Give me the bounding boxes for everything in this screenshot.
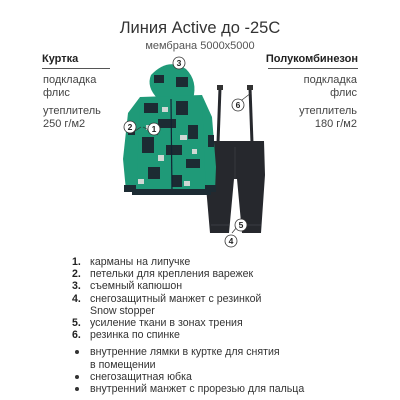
extra-item xyxy=(72,371,372,383)
svg-text:2: 2 xyxy=(127,122,133,132)
feature-text: съемный капюшон xyxy=(90,280,183,293)
extra-text-continued: в помещении xyxy=(90,358,156,371)
svg-text:3: 3 xyxy=(176,58,182,68)
callout-2 xyxy=(124,121,136,133)
feature-number: 4. xyxy=(72,292,81,305)
feature-item xyxy=(72,256,372,268)
extra-item xyxy=(72,383,372,395)
feature-item xyxy=(72,268,372,280)
pants-strap-left xyxy=(218,88,220,143)
feature-text-continued: Snow stopper xyxy=(90,304,155,317)
feature-text: петельки для крепления варежек xyxy=(90,268,254,281)
feature-item xyxy=(72,317,372,329)
feature-item xyxy=(72,329,372,341)
pants-heading-rule xyxy=(268,68,358,69)
extra-text: внутренние лямки в куртке для снятия xyxy=(90,346,280,359)
callout-6 xyxy=(232,99,244,111)
pants-lining-label: подкладка xyxy=(303,74,357,86)
page-title: Линия Active до -25С xyxy=(119,19,281,37)
svg-text:1: 1 xyxy=(151,124,157,134)
callout-1 xyxy=(148,123,160,135)
bullet-icon xyxy=(75,387,79,391)
jacket-insulation-label: утеплитель xyxy=(43,105,101,117)
pants-heading: Полукомбинезон xyxy=(265,53,358,65)
feature-item xyxy=(72,280,372,292)
callout-5 xyxy=(235,219,247,231)
extra-item xyxy=(72,346,372,370)
extra-text: снегозащитная юбка xyxy=(90,370,192,383)
feature-number: 2. xyxy=(72,268,81,281)
feature-text: снегозащитный манжет с резинкой xyxy=(90,292,262,305)
feature-number: 3. xyxy=(72,280,81,293)
feature-number: 5. xyxy=(72,317,81,330)
feature-number: 1. xyxy=(72,256,81,268)
bullet-icon xyxy=(75,375,79,379)
svg-text:6: 6 xyxy=(235,100,241,110)
callout-3 xyxy=(173,57,185,69)
pants-strap-right xyxy=(250,88,252,143)
callout-4 xyxy=(225,235,237,247)
pants-lining-value: флис xyxy=(330,87,357,99)
pants-insulation-label: утеплитель xyxy=(299,105,357,117)
jacket-insulation-value: 250 г/м2 xyxy=(43,118,86,130)
feature-text: карманы на липучке xyxy=(90,256,191,268)
jacket-cuff-left xyxy=(124,185,136,192)
jacket-hem xyxy=(132,189,211,195)
feature-text: резинка по спинке xyxy=(90,329,180,342)
svg-text:4: 4 xyxy=(228,236,234,246)
product-illustration xyxy=(118,55,268,255)
jacket-lining-value: флис xyxy=(43,87,70,99)
svg-text:5: 5 xyxy=(238,220,244,230)
jacket-cuff-right xyxy=(205,185,216,192)
feature-list xyxy=(72,256,372,395)
feature-item xyxy=(72,293,372,317)
feature-text: усиление ткани в зонах трения xyxy=(90,317,243,330)
jacket-heading: Куртка xyxy=(42,53,79,65)
extra-text: внутренний манжет с прорезью для пальца xyxy=(90,383,305,396)
pants-insulation-value: 180 г/м2 xyxy=(314,118,357,130)
feature-number: 6. xyxy=(72,329,81,342)
bullet-icon xyxy=(75,350,79,354)
jacket-lining-label: подкладка xyxy=(43,74,97,86)
jacket-heading-rule xyxy=(42,68,110,69)
page-subtitle: мембрана 5000х5000 xyxy=(145,40,255,52)
